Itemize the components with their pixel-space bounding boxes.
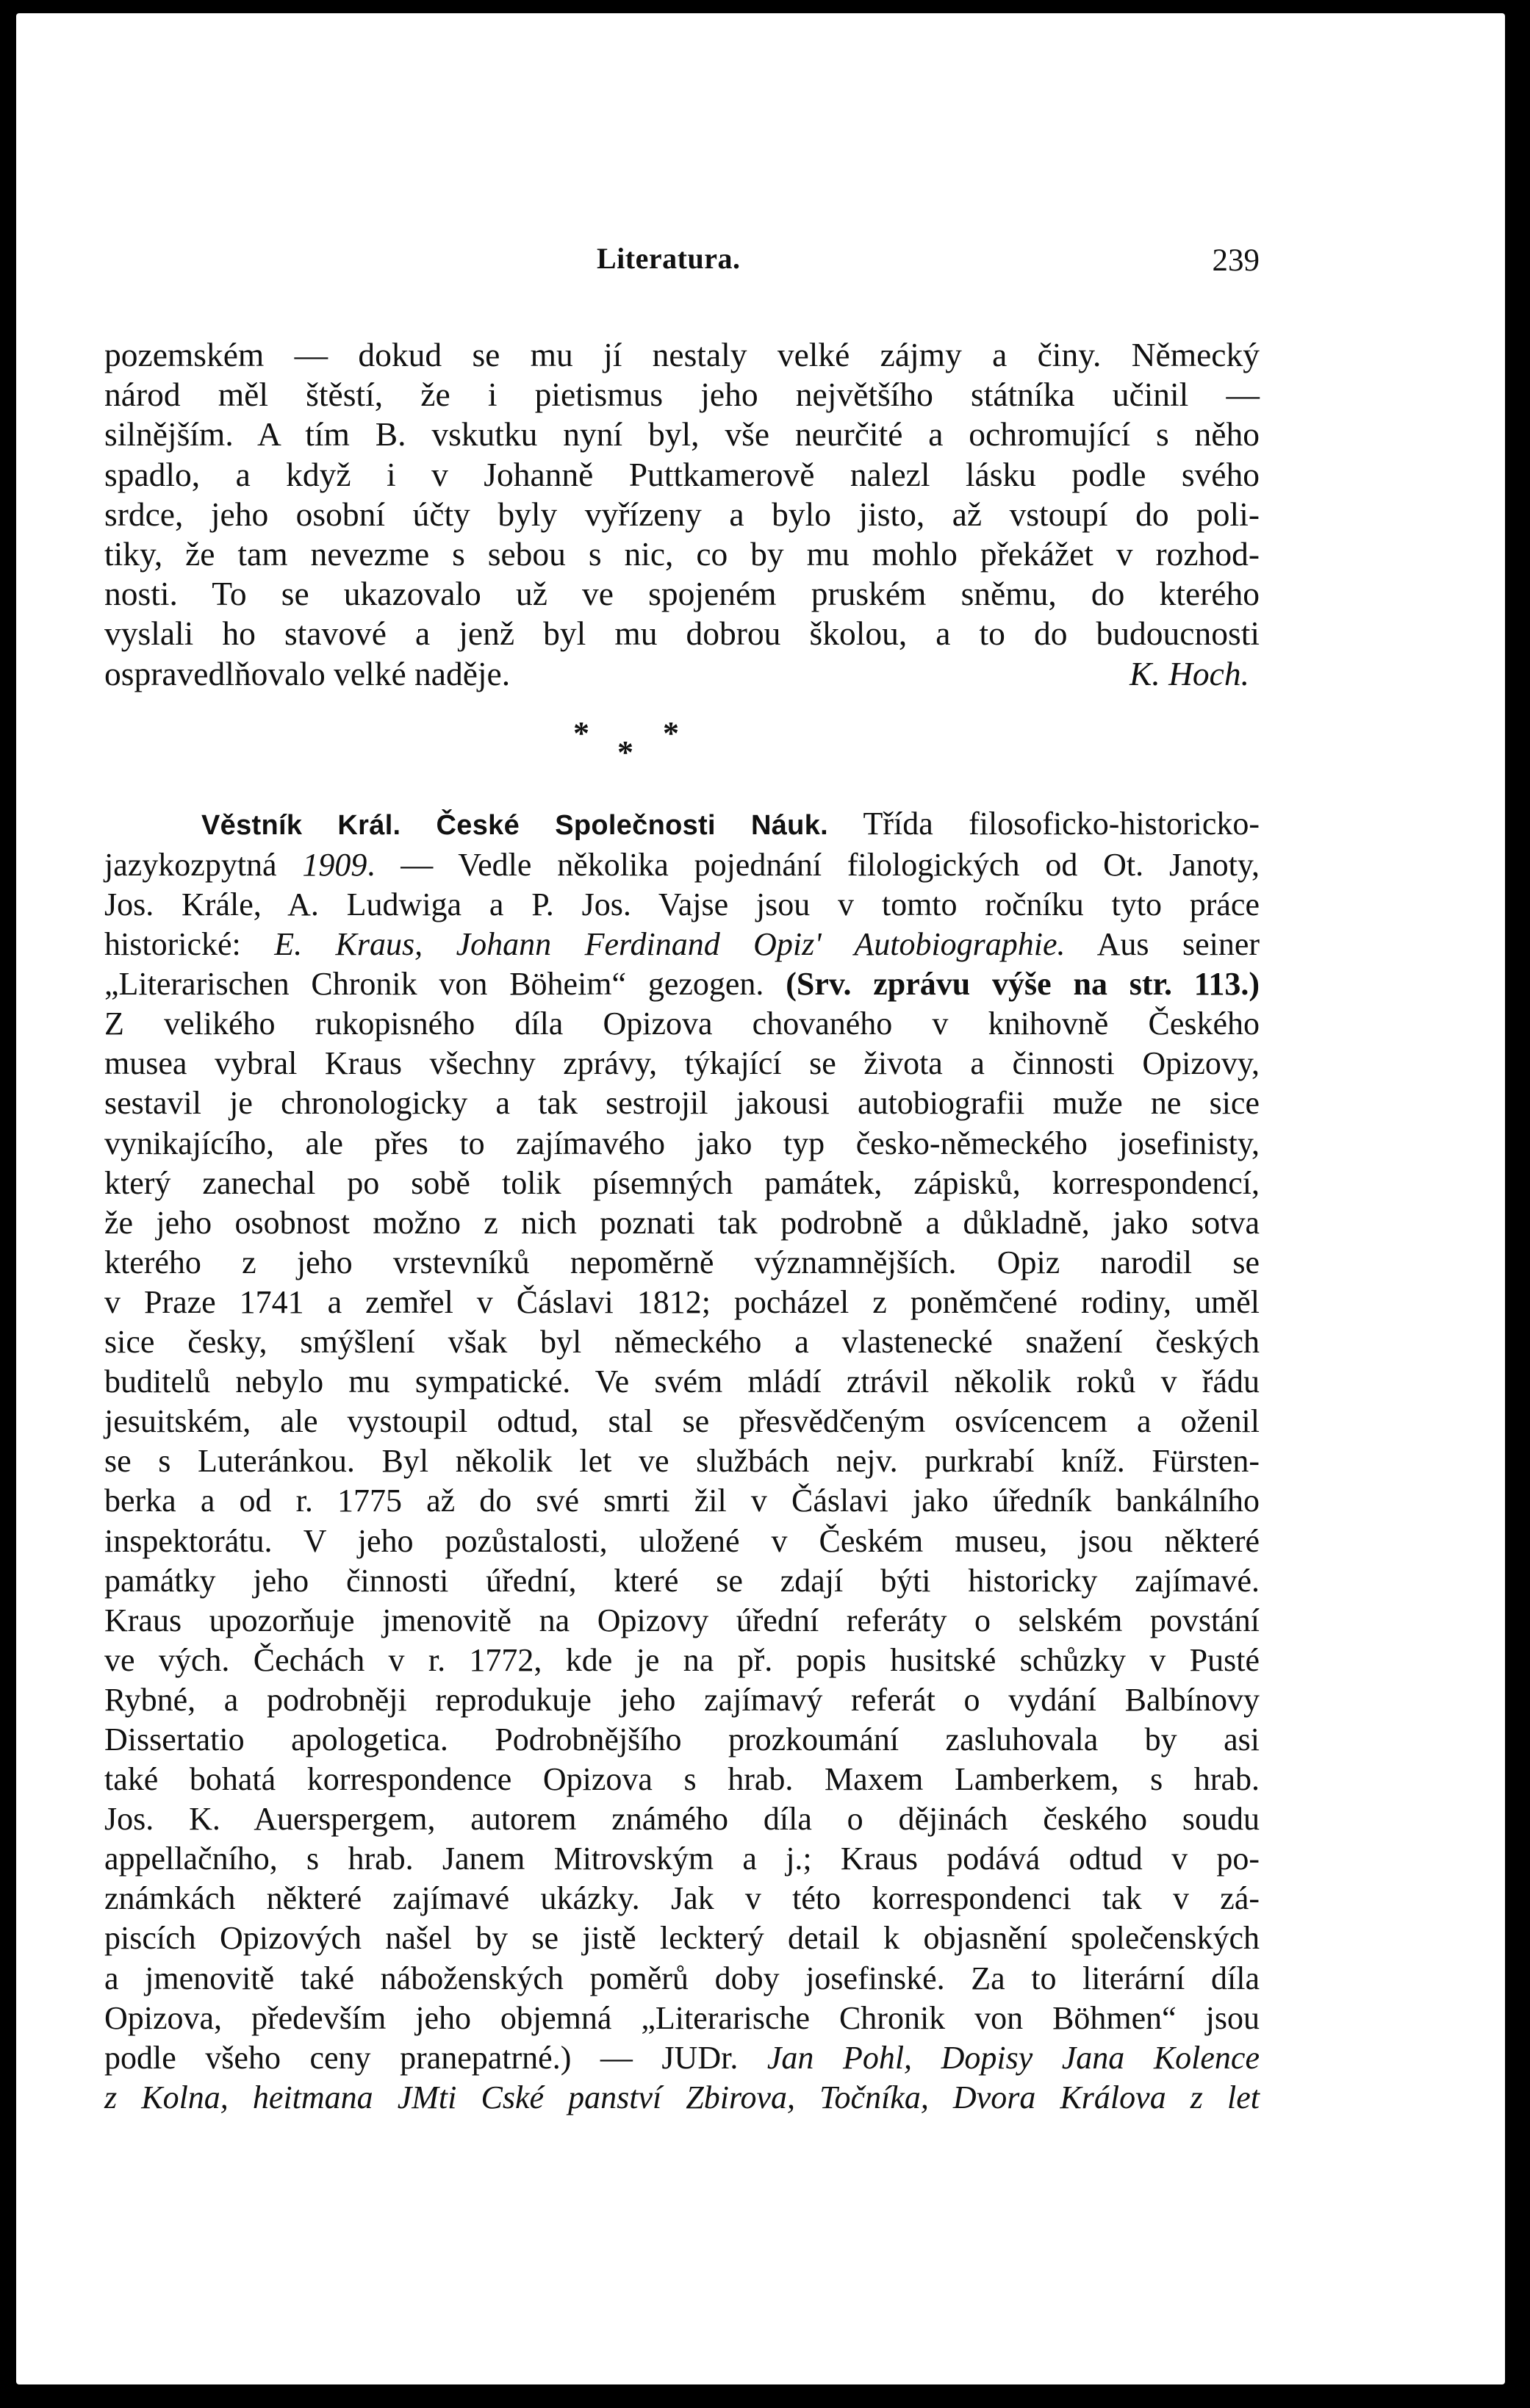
- text-span: . — Vedle několika pojednání filologických od Ot. Janoty,: [367, 846, 1260, 883]
- text-line: Kraus upozorňuje jmenovitě na Opizovy úřední referáty o selském povstání: [104, 1602, 1260, 1638]
- text-line: pozemském — dokud se mu jí nestaly velké zájmy a činy. Německý: [104, 336, 1260, 373]
- text-line-first: [104, 804, 1260, 845]
- text-span: historické:: [104, 926, 275, 963]
- text-line: vyslali ho stavové a jenž byl mu dobrou školou, a to do budoucnosti: [104, 614, 1260, 653]
- year-italic: 1909: [302, 846, 367, 883]
- text-line: [104, 2038, 1260, 2078]
- text-line: [104, 964, 1260, 1004]
- text-line: musea vybral Kraus všechny zprávy, týkající se života a činnosti Opizovy,: [104, 1045, 1260, 1082]
- cited-work-title: Jan Pohl, Dopisy Jana Kolence: [766, 2039, 1260, 2076]
- text-line: [104, 845, 1260, 885]
- text-line: silnějším. A tím B. vskutku nyní byl, vše neurčité a ochromující s něho: [104, 415, 1260, 454]
- page-number: 239: [1212, 243, 1260, 278]
- text-line: berka a od r. 1775 až do své smrti žil v Čáslavi jako úředník bankálního: [104, 1483, 1260, 1519]
- text-line: inspektorátu. V jeho pozůstalosti, uložené v Českém museu, jsou některé: [104, 1522, 1260, 1559]
- author-signature: K. Hoch.: [1129, 654, 1249, 692]
- text-line-italic: z Kolna, heitmana JMti Cské panství Zbirova, Točníka, Dvora Králova z let: [104, 2079, 1260, 2115]
- text-line: že jeho osobnost možno z nich poznati tak podrobně a důkladně, jako sotva: [104, 1204, 1260, 1241]
- text-line: národ měl štěstí, že i pietismus jeho největšího státníka učinil —: [104, 376, 1260, 414]
- asterisk-left: *: [573, 714, 589, 751]
- text-line: Opizova, především jeho objemná „Literarische Chronik von Böhmen“ jsou: [104, 1999, 1260, 2036]
- text-line: piscích Opizových našel by se jistě leckterý detail k objasnění společenských: [104, 1920, 1260, 1957]
- text-span: jazykozpytná: [104, 846, 303, 883]
- text-span: podle všeho ceny pranepatrné.) — JUDr.: [104, 2039, 767, 2076]
- text-line: sestavil je chronologicky a tak sestrojil jakousi autobiografii muže ne sice: [104, 1085, 1260, 1122]
- text-line: nosti. To se ukazovalo už ve spojeném pruském sněmu, do kterého: [104, 575, 1260, 613]
- text-line: Rybné, a podrobněji reprodukuje jeho zajímavý referát o vydání Balbínovy: [104, 1681, 1260, 1718]
- text-line: památky jeho činnosti úřední, které se zdají býti historicky zajímavé.: [104, 1562, 1260, 1599]
- text-line: Dissertatio apologetica. Podrobnějšího prozkoumání zasluhovala by asi: [104, 1721, 1260, 1757]
- text-line: tiky, že tam nevezme s sebou s nic, co by mu mohlo překážet v rozhod-: [104, 535, 1260, 573]
- section-separator: [104, 694, 1260, 804]
- text-line: [104, 925, 1260, 964]
- text-line: appellačního, s hrab. Janem Mitrovským a j.; Kraus podává odtud v po-: [104, 1841, 1260, 1877]
- text-line: Jos. K. Auerspergem, autorem známého díla o dějinách českého soudu: [104, 1801, 1260, 1838]
- text-line: se s Luteránkou. Byl několik let ve službách nejv. purkrabí kníž. Fürsten-: [104, 1443, 1260, 1480]
- text-line: Z velikého rukopisného díla Opizova chovaného v knihovně Českého: [104, 1006, 1260, 1042]
- review-paragraph-bismarck: [104, 335, 1260, 694]
- text-line: známkách některé zajímavé ukázky. Jak v této korrespondenci tak v zá-: [104, 1880, 1260, 1917]
- page-content: [104, 241, 1260, 2118]
- text-line: který zanechal po sobě tolik písemných památek, zápisků, korrespondencí,: [104, 1164, 1260, 1201]
- review-paragraph-opiz: [104, 804, 1260, 2118]
- text-span: Třída filosoficko-historicko-: [828, 805, 1260, 842]
- text-span: „Literarischen Chronik von Böheim“ gezogen.: [104, 966, 786, 1003]
- cited-work-title: E. Kraus, Johann Ferdinand Opiz' Autobiographie.: [274, 926, 1066, 963]
- text-line-with-signature: [104, 654, 1260, 694]
- text-line: Jos. Krále, A. Ludwiga a P. Jos. Vajse jsou v tomto ročníku tyto práce: [104, 886, 1260, 923]
- text-line: buditelů nebylo mu sympatické. Ve svém mládí ztrávil několik roků v řádu: [104, 1364, 1260, 1400]
- running-head: [104, 241, 1260, 285]
- text-line: sice česky, smýšlení však byl německého a vlastenecké snažení českých: [104, 1324, 1260, 1361]
- text-span: Aus seiner: [1065, 926, 1260, 963]
- text-line: kterého z jeho vrstevníků nepoměrně významnějších. Opiz narodil se: [104, 1244, 1260, 1280]
- running-title: Literatura.: [597, 242, 741, 275]
- asterisk-right: *: [663, 714, 679, 751]
- journal-title: Věstník Král. České Společnosti Náuk.: [201, 809, 828, 841]
- text-line: také bohatá korrespondence Opizova s hrab. Maxem Lamberkem, s hrab.: [104, 1761, 1260, 1798]
- cross-reference: (Srv. zprávu výše na str. 113.): [786, 966, 1260, 1003]
- text-line-end: ospravedlňovalo velké naděje.: [104, 654, 511, 692]
- text-line: srdce, jeho osobní účty byly vyřízeny a bylo jisto, až vstoupí do poli-: [104, 495, 1260, 533]
- book-page: [16, 13, 1505, 2384]
- asterisk-middle: *: [617, 734, 633, 770]
- text-line: spadlo, a když i v Johanně Puttkamerově nalezl lásku podle svého: [104, 455, 1260, 493]
- text-line: v Praze 1741 a zemřel v Čáslavi 1812; pocházel z poněmčené rodiny, uměl: [104, 1283, 1260, 1320]
- text-line: jesuitském, ale vystoupil odtud, stal se přesvědčeným osvícencem a oženil: [104, 1403, 1260, 1440]
- text-line: vynikajícího, ale přes to zajímavého jako typ česko-německého josefinisty,: [104, 1125, 1260, 1161]
- text-line: a jmenovitě také náboženských poměrů doby josefinské. Za to literární díla: [104, 1960, 1260, 1996]
- text-line: ve vých. Čechách v r. 1772, kde je na př. popis husitské schůzky v Pusté: [104, 1641, 1260, 1678]
